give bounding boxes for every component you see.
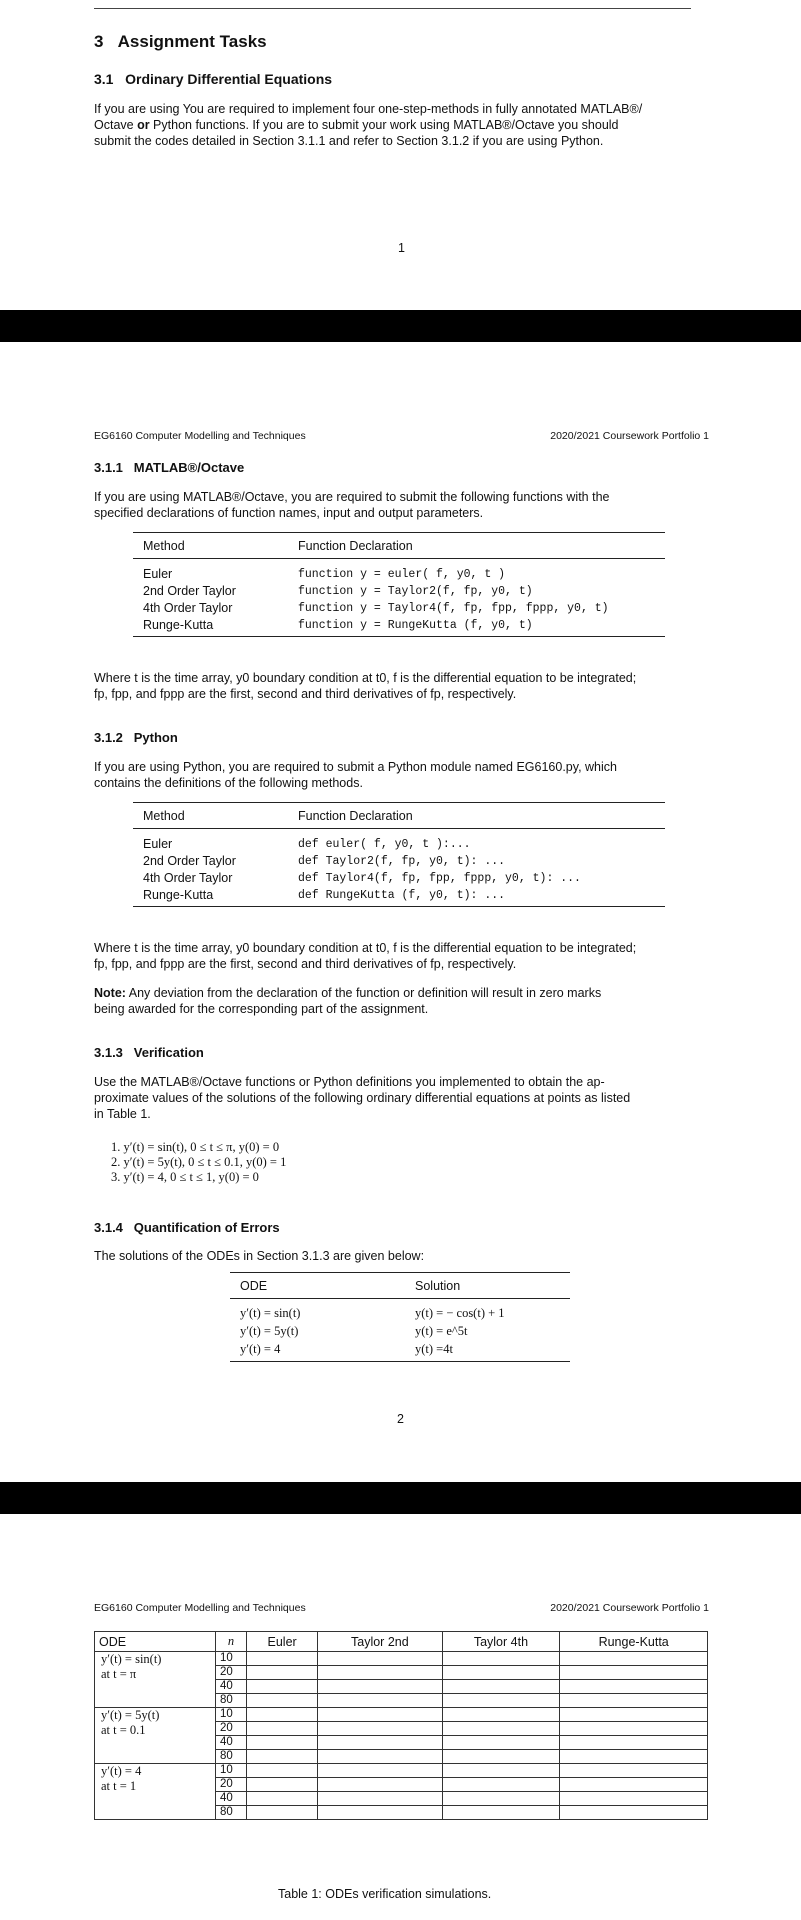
- taylor4-cell[interactable]: [442, 1680, 560, 1694]
- table-row: 4th Order Taylor function y = Taylor4(f, fp, fpp, fppp, y0, t): [143, 601, 609, 615]
- table-row: y′(t) = 4 at t = 1 10: [95, 1764, 708, 1778]
- running-header: [94, 430, 709, 442]
- column-header: Runge-Kutta: [560, 1632, 708, 1652]
- taylor4-cell[interactable]: [442, 1792, 560, 1806]
- column-header: Function Declaration: [288, 803, 665, 829]
- rk-cell[interactable]: [560, 1736, 708, 1750]
- python-declarations-table: [133, 802, 665, 907]
- table-header-row: [95, 1632, 708, 1652]
- taylor2-cell[interactable]: [318, 1792, 442, 1806]
- table-caption: Table 1: ODEs verification simulations.: [278, 1887, 492, 1901]
- section-heading: [94, 32, 267, 52]
- taylor2-cell[interactable]: [318, 1666, 442, 1680]
- table-row: y′(t) = sin(t) y(t) = − cos(t) + 1: [240, 1306, 505, 1320]
- taylor4-cell[interactable]: [442, 1764, 560, 1778]
- table-row: 80: [95, 1806, 708, 1820]
- taylor2-cell[interactable]: [318, 1722, 442, 1736]
- page-number: 1: [398, 241, 405, 255]
- page-1: [0, 0, 801, 310]
- header-left: EG6160 Computer Modelling and Techniques: [94, 430, 306, 442]
- top-rule: [94, 8, 691, 9]
- table-row: 20: [95, 1666, 708, 1680]
- page-separator: [0, 310, 801, 342]
- intro-line: If you are using You are required to implement four one-step-methods in fully annotated MATLAB®/: [94, 102, 643, 116]
- table-row: y′(t) = 5y(t) y(t) = e^5t: [240, 1324, 468, 1338]
- taylor4-cell[interactable]: [442, 1666, 560, 1680]
- table-row: 20: [95, 1722, 708, 1736]
- taylor4-cell[interactable]: [442, 1694, 560, 1708]
- matlab-where-paragraph: Where t is the time array, y0 boundary condition at t0, f is the differential equation to be integrated; fp, fpp, and fppp are the first, second and third derivatives of fp, respectively.: [94, 671, 637, 701]
- table-row: 2nd Order Taylor function y = Taylor2(f, fp, y0, t): [143, 584, 533, 598]
- matlab-heading: 3.1.1 MATLAB®/Octave: [94, 460, 245, 475]
- table-row: 80: [95, 1694, 708, 1708]
- column-header: Method: [133, 803, 288, 829]
- rk-cell[interactable]: [560, 1750, 708, 1764]
- ode-cell: y′(t) = 5y(t) at t = 0.1: [95, 1708, 216, 1764]
- errors-paragraph: The solutions of the ODEs in Section 3.1.3 are given below:: [94, 1249, 425, 1263]
- euler-cell[interactable]: [247, 1652, 318, 1666]
- euler-cell[interactable]: [247, 1680, 318, 1694]
- column-header: Function Declaration: [288, 533, 665, 559]
- list-item: 3. y′(t) = 4, 0 ≤ t ≤ 1, y(0) = 0: [111, 1170, 259, 1184]
- note-paragraph: Note: Any deviation from the declaration of the function or definition will result in zero marks being awarded for the corresponding part of the assignment.: [94, 986, 602, 1016]
- table-row: Runge-Kutta function y = RungeKutta (f, y0, t): [133, 615, 665, 637]
- taylor2-cell[interactable]: [318, 1806, 442, 1820]
- euler-cell[interactable]: [247, 1806, 318, 1820]
- header-right: 2020/2021 Coursework Portfolio 1: [550, 1602, 709, 1614]
- table-row: 40: [95, 1736, 708, 1750]
- taylor4-cell[interactable]: [442, 1750, 560, 1764]
- table-row: y′(t) = sin(t) at t = π 10: [95, 1652, 708, 1666]
- list-item: 2. y′(t) = 5y(t), 0 ≤ t ≤ 0.1, y(0) = 1: [111, 1155, 287, 1169]
- taylor4-cell[interactable]: [442, 1806, 560, 1820]
- intro-line: Octave or Python functions. If you are to submit your work using MATLAB®/Octave you should: [94, 118, 619, 132]
- taylor2-cell[interactable]: [318, 1764, 442, 1778]
- taylor2-cell[interactable]: [318, 1778, 442, 1792]
- rk-cell[interactable]: [560, 1722, 708, 1736]
- list-item: 1. y′(t) = sin(t), 0 ≤ t ≤ π, y(0) = 0: [111, 1140, 280, 1154]
- taylor4-cell[interactable]: [442, 1722, 560, 1736]
- table-header-row: [133, 803, 665, 829]
- errors-heading: 3.1.4 Quantification of Errors: [94, 1220, 280, 1235]
- rk-cell[interactable]: [560, 1680, 708, 1694]
- euler-cell[interactable]: [247, 1778, 318, 1792]
- note-label: Note:: [94, 986, 126, 1000]
- euler-cell[interactable]: [247, 1708, 318, 1722]
- euler-cell[interactable]: [247, 1750, 318, 1764]
- euler-cell[interactable]: [247, 1722, 318, 1736]
- rk-cell[interactable]: [560, 1708, 708, 1722]
- taylor4-cell[interactable]: [442, 1652, 560, 1666]
- taylor2-cell[interactable]: [318, 1708, 442, 1722]
- subsection-number: 3.1: [94, 71, 114, 87]
- ode-cell: y′(t) = 4 at t = 1: [95, 1764, 216, 1820]
- matlab-declarations-table: [133, 532, 665, 637]
- intro-line: submit the codes detailed in Section 3.1.1 and refer to Section 3.1.2 if you are using Python.: [94, 134, 604, 148]
- euler-cell[interactable]: [247, 1666, 318, 1680]
- table-row: 40: [95, 1792, 708, 1806]
- table-row: y′(t) = 5y(t) at t = 0.1 10: [95, 1708, 708, 1722]
- ode-list: [111, 1140, 286, 1185]
- table-header-row: [133, 533, 665, 559]
- header-left: EG6160 Computer Modelling and Techniques: [94, 1602, 306, 1614]
- page-separator: [0, 1482, 801, 1514]
- euler-cell[interactable]: [247, 1764, 318, 1778]
- subsection-title: Ordinary Differential Equations: [125, 71, 333, 87]
- column-header: ODE: [230, 1273, 405, 1299]
- taylor2-cell[interactable]: [318, 1750, 442, 1764]
- rk-cell[interactable]: [560, 1778, 708, 1792]
- section-number: 3: [94, 32, 104, 51]
- verification-heading: 3.1.3 Verification: [94, 1045, 204, 1060]
- ode-cell: y′(t) = sin(t) at t = π: [95, 1652, 216, 1708]
- column-header: Taylor 2nd: [318, 1632, 442, 1652]
- table-row: Runge-Kutta def RungeKutta (f, y0, t): ...: [133, 885, 665, 907]
- rk-cell[interactable]: [560, 1666, 708, 1680]
- taylor4-cell[interactable]: [442, 1736, 560, 1750]
- page-2: [0, 342, 801, 1482]
- table-row: 20: [95, 1778, 708, 1792]
- column-header: Taylor 4th: [442, 1632, 560, 1652]
- running-header: [94, 1602, 709, 1614]
- column-header: Solution: [405, 1273, 570, 1299]
- column-header: ODE: [95, 1632, 216, 1652]
- rk-cell[interactable]: [560, 1806, 708, 1820]
- page-3: [0, 1514, 801, 1920]
- solutions-table: [230, 1272, 570, 1362]
- taylor2-cell[interactable]: [318, 1652, 442, 1666]
- verification-table: [94, 1631, 708, 1820]
- rk-cell[interactable]: [560, 1764, 708, 1778]
- table-row: 2nd Order Taylor def Taylor2(f, fp, y0, t): ...: [143, 854, 506, 868]
- table-row: 80: [95, 1750, 708, 1764]
- section-title: Assignment Tasks: [117, 32, 267, 51]
- table-row: y′(t) = 4 y(t) =4t: [230, 1339, 570, 1362]
- table-row: 40: [95, 1680, 708, 1694]
- subsection-heading: [94, 71, 332, 87]
- header-right: 2020/2021 Coursework Portfolio 1: [550, 430, 709, 442]
- taylor4-cell[interactable]: [442, 1708, 560, 1722]
- taylor2-cell[interactable]: [318, 1680, 442, 1694]
- python-heading: 3.1.2 Python: [94, 730, 178, 745]
- euler-cell[interactable]: [247, 1736, 318, 1750]
- intro-paragraph: [94, 101, 709, 149]
- table-row: Euler def euler( f, y0, t ):...: [143, 837, 471, 851]
- python-paragraph: If you are using Python, you are required to submit a Python module named EG6160.py, which contains the definitions of the following methods.: [94, 760, 617, 790]
- taylor2-cell[interactable]: [318, 1736, 442, 1750]
- taylor2-cell[interactable]: [318, 1694, 442, 1708]
- table-row: Euler function y = euler( f, y0, t ): [143, 567, 506, 581]
- table-header-row: [230, 1273, 570, 1299]
- euler-cell[interactable]: [247, 1694, 318, 1708]
- python-where-paragraph: Where t is the time array, y0 boundary condition at t0, f is the differential equation to be integrated; fp, fpp, and fppp are the first, second and third derivatives of fp, respectively.: [94, 941, 637, 971]
- rk-cell[interactable]: [560, 1792, 708, 1806]
- taylor4-cell[interactable]: [442, 1778, 560, 1792]
- verification-paragraph: Use the MATLAB®/Octave functions or Python definitions you implemented to obtain the ap- proximate values of the solutions of the following ordinary differential equations at points as listed in Table 1.: [94, 1075, 631, 1121]
- column-header: Method: [133, 533, 288, 559]
- rk-cell[interactable]: [560, 1694, 708, 1708]
- rk-cell[interactable]: [560, 1652, 708, 1666]
- column-header: Euler: [247, 1632, 318, 1652]
- column-header: n: [216, 1632, 247, 1652]
- matlab-paragraph: If you are using MATLAB®/Octave, you are required to submit the following functions with the specified declarations of function names, input and output parameters.: [94, 490, 610, 520]
- page-number: 2: [397, 1412, 404, 1426]
- table-row: 4th Order Taylor def Taylor4(f, fp, fpp, fppp, y0, t): ...: [143, 871, 581, 885]
- euler-cell[interactable]: [247, 1792, 318, 1806]
